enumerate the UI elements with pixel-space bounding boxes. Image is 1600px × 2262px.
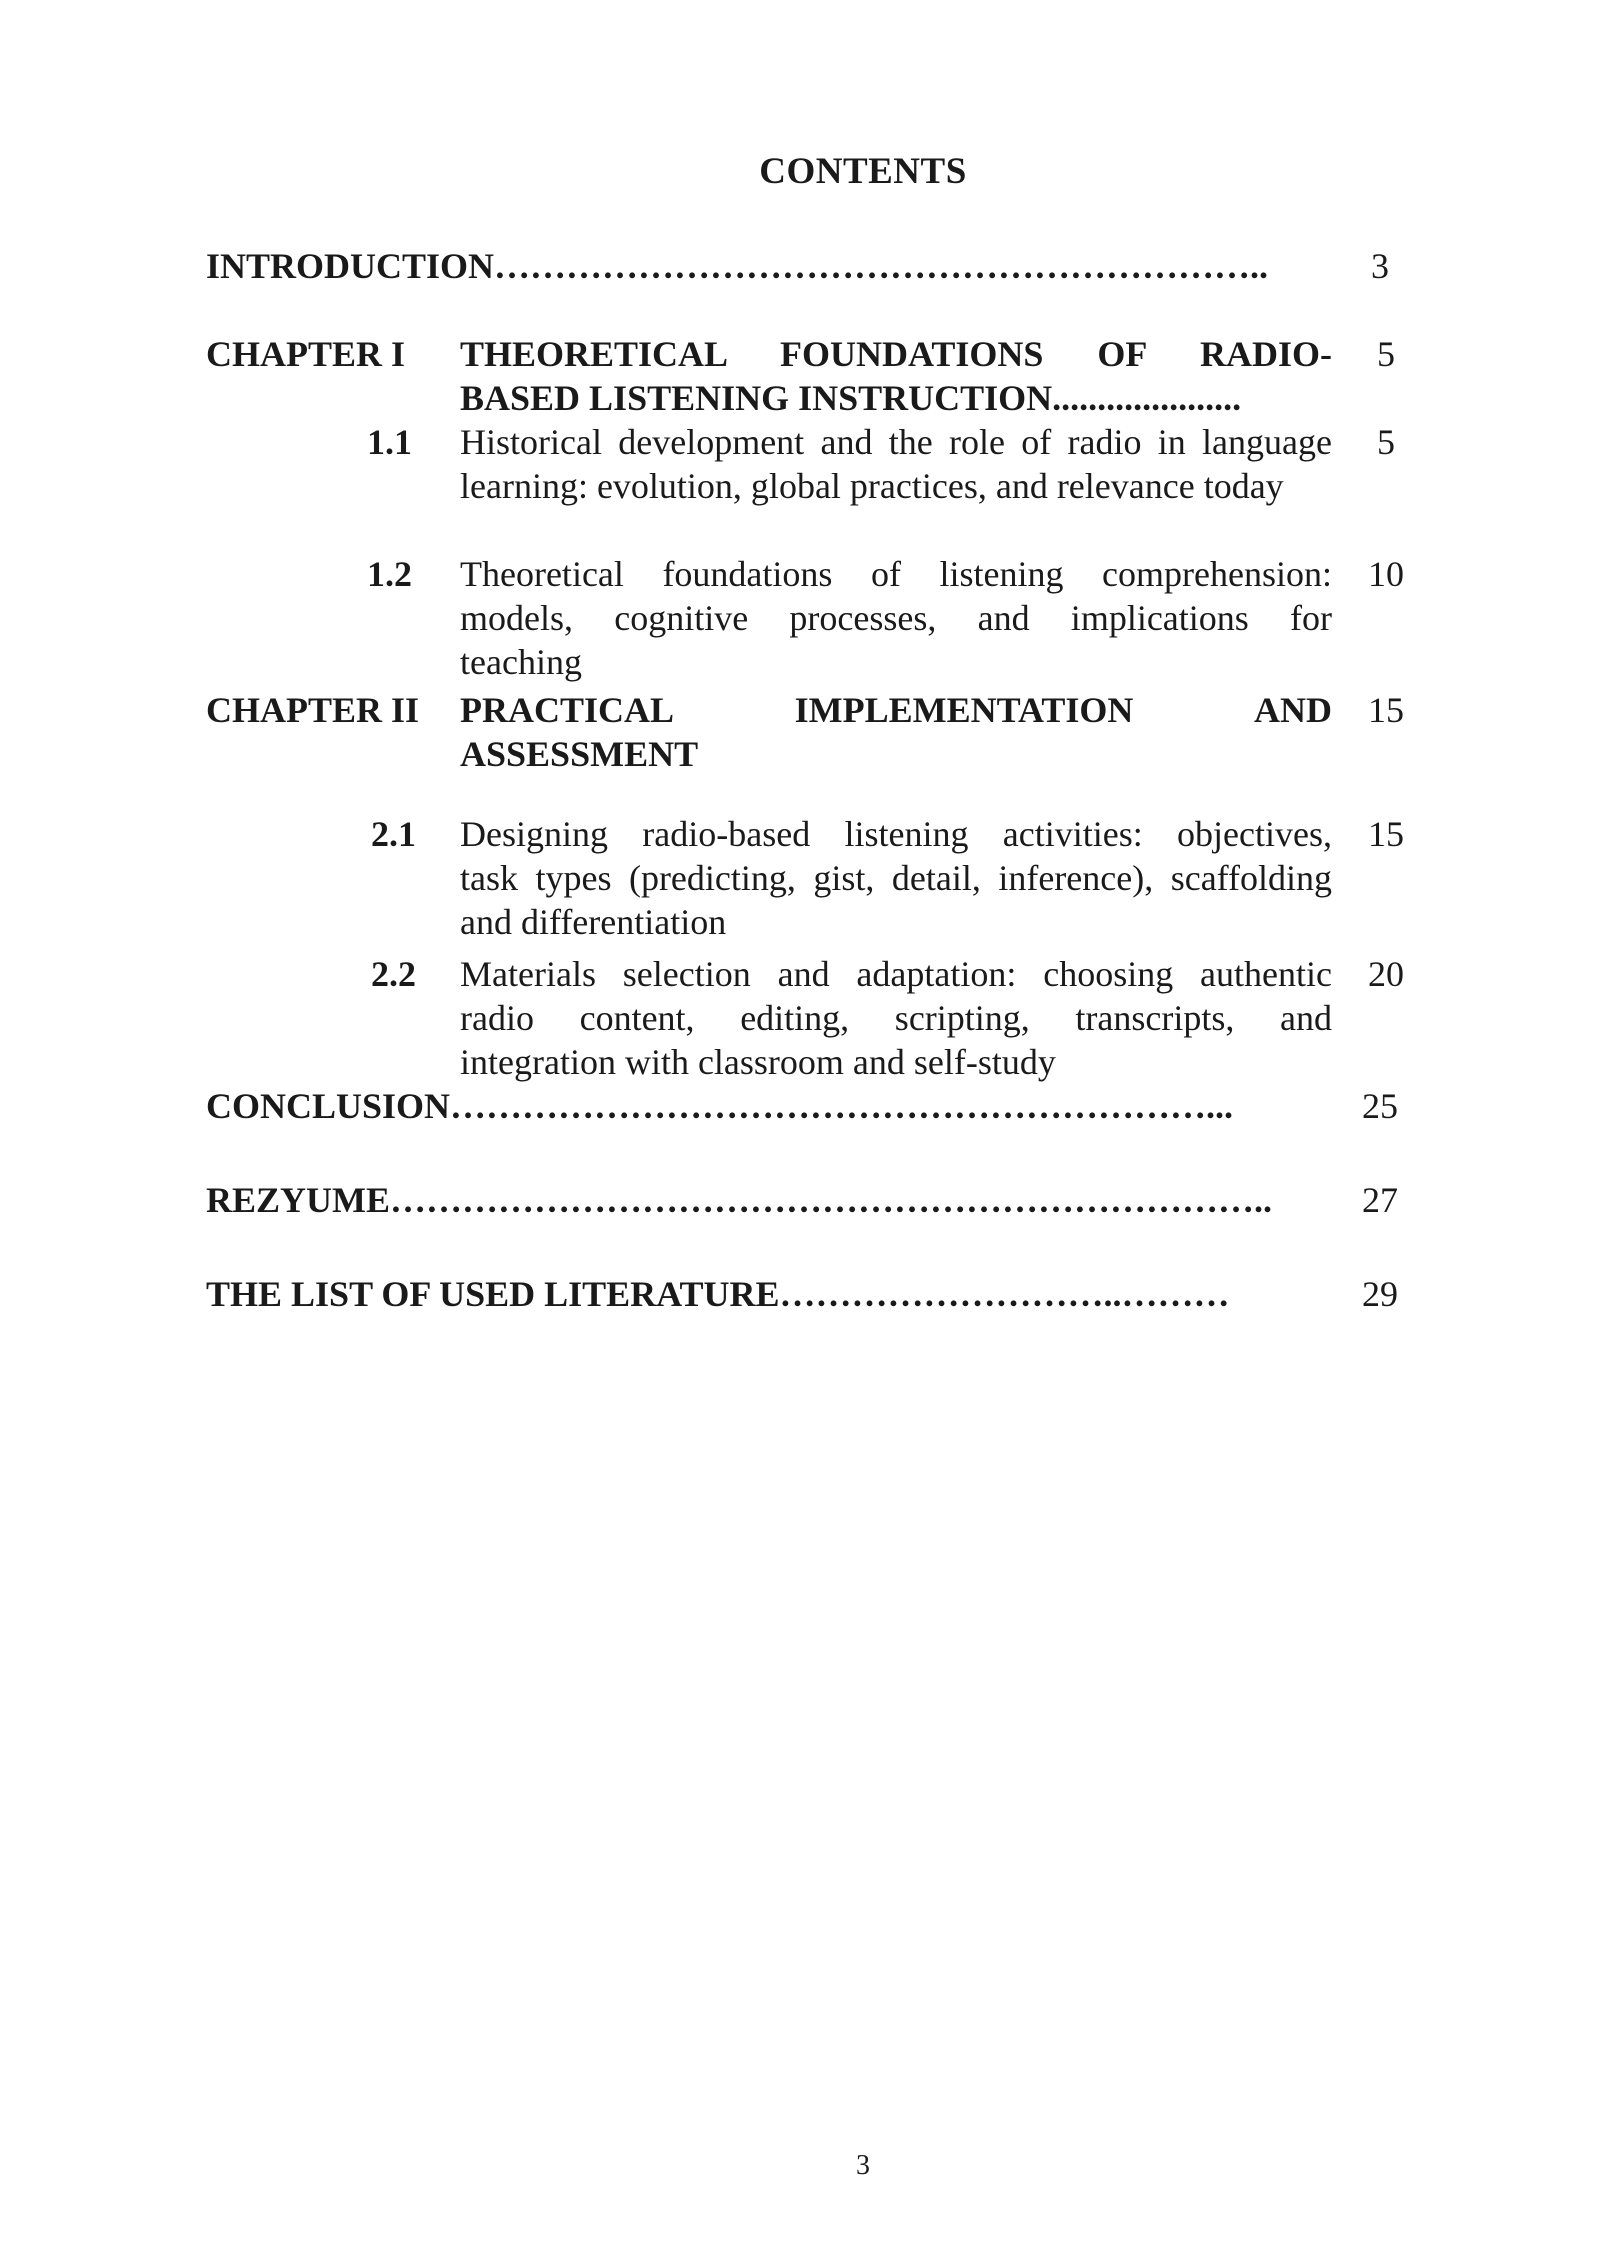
toc-page-chapter-1: 5	[1377, 334, 1395, 374]
chapter-1-title-line-2: BASED LISTENING INSTRUCTION.....................	[460, 378, 1242, 418]
section-2-2-line-1: Materials selection and adaptation: choosing authentic	[460, 954, 1332, 994]
toc-entry-section-1-2[interactable]	[460, 552, 1332, 684]
toc-entry-chapter-2[interactable]	[460, 688, 1332, 776]
chapter-1-title-line-1: THEORETICAL FOUNDATIONS OF RADIO-	[460, 334, 1332, 374]
section-2-1-number: 2.1	[371, 814, 416, 854]
section-1-1-number: 1.1	[367, 422, 412, 462]
toc-page-chapter-2: 15	[1368, 690, 1404, 730]
toc-page-section-2-2: 20	[1368, 954, 1404, 994]
toc-page-introduction: 3	[1371, 246, 1389, 286]
chapter-1-label: CHAPTER I	[206, 334, 406, 374]
section-1-2-line-1: Theoretical foundations of listening comprehension:	[460, 554, 1332, 594]
toc-entry-introduction[interactable]: INTRODUCTION………………………………………………………..	[206, 246, 1269, 286]
page-title: CONTENTS	[759, 151, 967, 192]
chapter-2-title-line-1: PRACTICAL IMPLEMENTATION AND	[460, 690, 1332, 730]
section-2-2-number: 2.2	[371, 954, 416, 994]
section-1-2-line-3: teaching	[460, 642, 582, 682]
toc-page-conclusion: 25	[1362, 1086, 1398, 1126]
section-1-2-line-2: models, cognitive processes, and implications for	[460, 598, 1332, 638]
chapter-2-label: CHAPTER II	[206, 690, 420, 730]
section-2-1-line-1: Designing radio-based listening activities: objectives,	[460, 814, 1332, 854]
footer-page-number: 3	[856, 2150, 870, 2181]
section-1-2-number: 1.2	[367, 554, 412, 594]
toc-page-section-2-1: 15	[1368, 814, 1404, 854]
toc-page-literature: 29	[1362, 1274, 1398, 1314]
section-1-1-line-2: learning: evolution, global practices, and relevance today	[460, 466, 1284, 506]
toc-entry-chapter-1[interactable]	[460, 332, 1332, 420]
toc-page-rezyume: 27	[1362, 1180, 1398, 1220]
toc-entry-literature[interactable]: THE LIST OF USED LITERATURE………………………..………	[206, 1274, 1230, 1314]
toc-entry-section-2-1[interactable]	[460, 812, 1332, 944]
toc-entry-section-2-2[interactable]	[460, 952, 1332, 1084]
toc-entry-conclusion[interactable]: CONCLUSION………………………………………………………...	[206, 1086, 1234, 1126]
toc-entry-section-1-1[interactable]	[460, 420, 1332, 508]
section-2-1-line-2: task types (predicting, gist, detail, inference), scaffolding	[460, 858, 1332, 898]
toc-entry-rezyume[interactable]: REZYUME………………………………………………………………..	[206, 1180, 1273, 1220]
section-1-1-line-1: Historical development and the role of radio in language	[460, 422, 1332, 462]
toc-page-section-1-2: 10	[1368, 554, 1404, 594]
section-2-2-line-2: radio content, editing, scripting, transcripts, and	[460, 998, 1332, 1038]
toc-page-section-1-1: 5	[1377, 422, 1395, 462]
section-2-2-line-3: integration with classroom and self-study	[460, 1042, 1056, 1082]
section-2-1-line-3: and differentiation	[460, 902, 727, 942]
chapter-2-title-line-2: ASSESSMENT	[460, 734, 699, 774]
